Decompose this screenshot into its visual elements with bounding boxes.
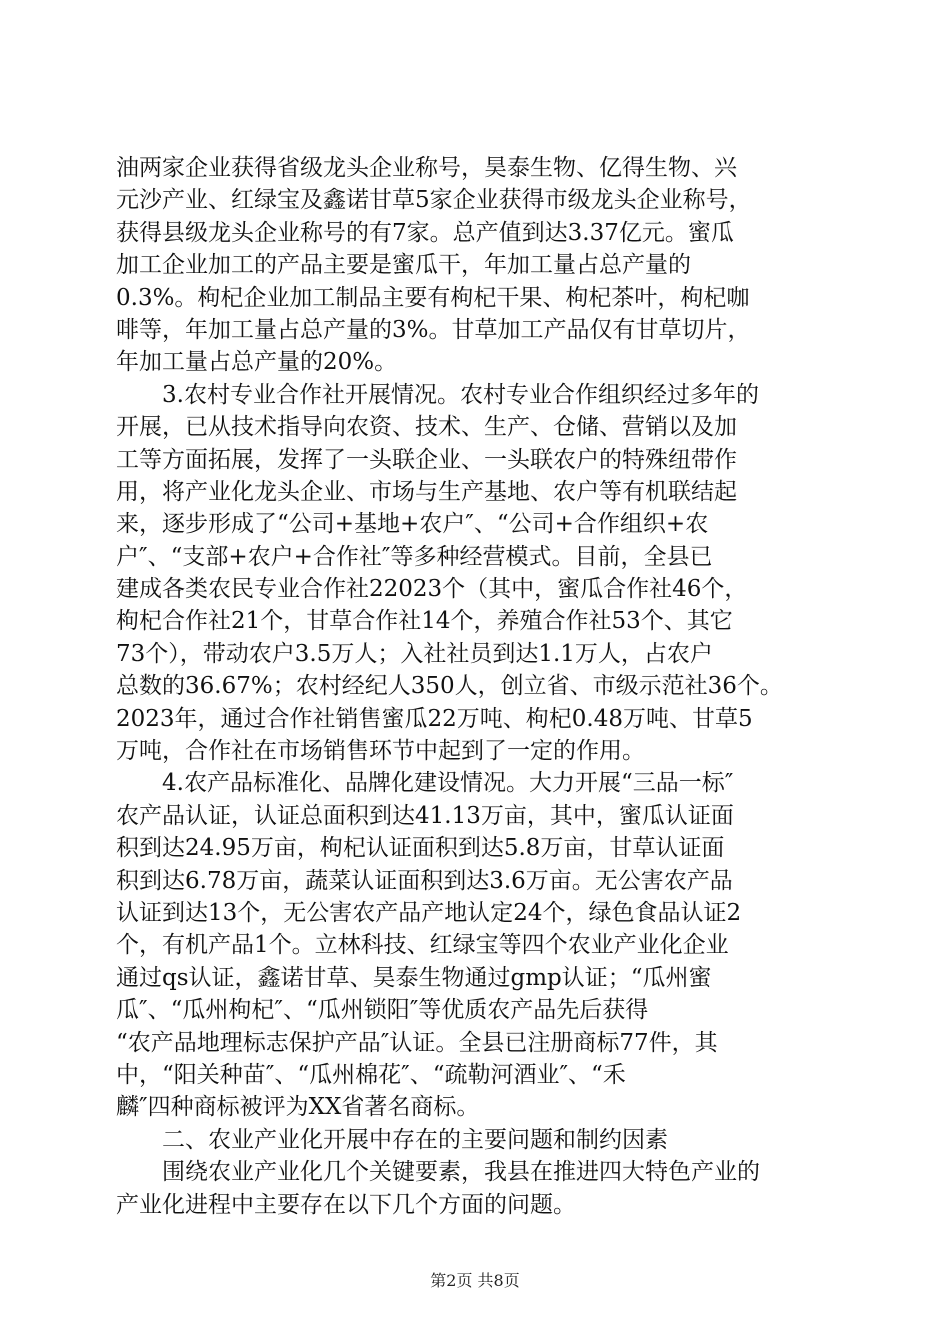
paragraph-first-line: 围绕农业产业化几个关键要素，我县在推进四大特色产业的 <box>162 1159 760 1186</box>
text-line: 73个），带动农户3.5万人；入社社员到达1.1万人，占农户 <box>116 640 713 667</box>
text-line: 认证到达13个，无公害农产品产地认定24个，绿色食品认证2 <box>116 899 742 926</box>
text-line: 2023年，通过合作社销售蜜瓜22万吨、枸杞0.48万吨、甘草5 <box>116 705 753 732</box>
text-line: 产业化进程中主要存在以下几个方面的问题。 <box>116 1191 576 1218</box>
text-line: 开展，已从技术指导向农资、技术、生产、仓储、营销以及加 <box>116 414 737 441</box>
page-footer: 第2页 共8页 <box>430 1271 520 1290</box>
paragraph-first-line: 二、农业产业化开展中存在的主要问题和制约因素 <box>162 1126 668 1153</box>
text-line: 麟″四种商标被评为XX省著名商标。 <box>116 1094 480 1121</box>
text-line: 中，“阳关种苗″、“瓜州棉花″、“疏勒河酒业″、“禾 <box>116 1061 626 1088</box>
text-line: 户″、“支部+农户+合作社″等多种经营模式。目前，全县已 <box>116 543 713 570</box>
text-line: 通过qs认证，鑫诺甘草、昊泰生物通过gmp认证；“瓜州蜜 <box>116 964 712 991</box>
text-line: 瓜″、“瓜州枸杞″、“瓜州锁阳″等优质农产品先后获得 <box>116 997 649 1024</box>
text-line: 获得县级龙头企业称号的有7家。总产值到达3.37亿元。蜜瓜 <box>116 219 734 246</box>
text-line: 总数的36.67%；农村经纪人350人，创立省、市级示范社36个。 <box>116 673 783 700</box>
paragraph-first-line: 4.农产品标准化、品牌化建设情况。大力开展“三品一标″ <box>162 770 734 797</box>
text-line: 元沙产业、红绿宝及鑫诺甘草5家企业获得市级龙头企业称号， <box>116 187 752 214</box>
text-line: 工等方面拓展，发挥了一头联企业、一头联农户的特殊纽带作 <box>116 446 737 473</box>
text-line: 啡等，年加工量占总产量的3%。甘草加工产品仅有甘草切片， <box>116 316 751 343</box>
text-line: 建成各类农民专业合作社22023个（其中，蜜瓜合作社46个， <box>116 576 748 603</box>
text-line: 来，逐步形成了“公司+基地+农户″、“公司+合作组织+农 <box>116 511 709 538</box>
text-line: 油两家企业获得省级龙头企业称号，昊泰生物、亿得生物、兴 <box>116 155 737 181</box>
text-line: 积到达24.95万亩，枸杞认证面积到达5.8万亩，甘草认证面 <box>116 835 725 862</box>
paragraph-first-line: 3.农村专业合作社开展情况。农村专业合作组织经过多年的 <box>162 381 759 408</box>
text-line: 积到达6.78万亩，蔬菜认证面积到达3.6万亩。无公害农产品 <box>116 867 733 894</box>
text-line: 万吨，合作社在市场销售环节中起到了一定的作用。 <box>116 738 645 765</box>
text-line: 枸杞合作社21个，甘草合作社14个，养殖合作社53个、其它 <box>116 608 733 635</box>
text-line: 个，有机产品1个。立林科技、红绿宝等四个农业产业化企业 <box>116 932 729 959</box>
text-line: 0.3%。枸杞企业加工制品主要有枸杞干果、枸杞茶叶，枸杞咖 <box>116 284 750 311</box>
text-line: 农产品认证，认证总面积到达41.13万亩，其中，蜜瓜认证面 <box>116 802 734 829</box>
document-body <box>116 152 840 1221</box>
text-line: 年加工量占总产量的20%。 <box>116 349 398 376</box>
text-line: 用，将产业化龙头企业、市场与生产基地、农户等有机联结起 <box>116 478 737 505</box>
text-line: 加工企业加工的产品主要是蜜瓜干，年加工量占总产量的 <box>116 252 691 279</box>
text-line: “农产品地理标志保护产品″认证。全县已注册商标77件，其 <box>116 1029 718 1056</box>
